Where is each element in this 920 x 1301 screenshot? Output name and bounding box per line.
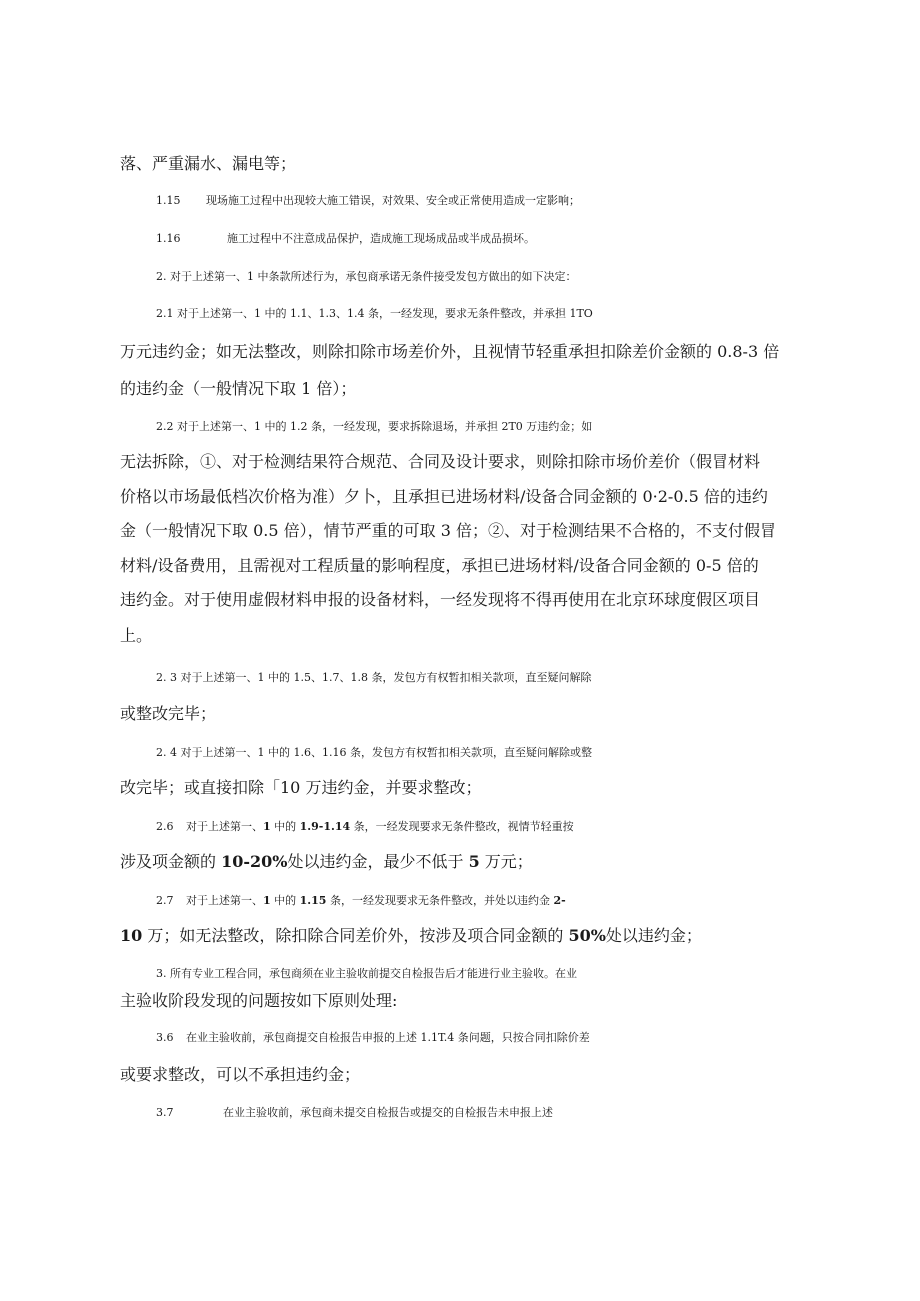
clause-text: 在业主验收前，承包商提交自检报告申报的上述 1.1T.4 条问题，只按合同扣除价差 xyxy=(186,1031,590,1044)
section-3-line: 主验收阶段发现的问题按如下原则处理: xyxy=(120,991,398,1010)
clause-1-16 xyxy=(156,229,856,249)
clause-2-6-line xyxy=(120,852,820,872)
text-run: 万；如无法整改，除扣除合同差价外，按涉及项合同金额的 xyxy=(142,926,569,945)
text-run: 万元； xyxy=(479,852,533,871)
clause-2-2-line: 违约金。对于使用虚假材料申报的设备材料，一经发现将不得再使用在北京环球度假区项目 xyxy=(120,590,761,609)
clause-number: 2.7 xyxy=(156,894,174,907)
section-3-line: 3. 所有专业工程合同，承包商须在业主验收前提交自检报告后才能进行业主验收。在业 xyxy=(156,967,577,980)
clause-2-1-line: 的违约金（一般情况下取 1 倍）； xyxy=(120,379,357,398)
text-run: 10-20% xyxy=(221,852,288,871)
clause-text: 在业主验收前，承包商未提交自检报告或提交的自检报告未申报上述 xyxy=(223,1106,553,1119)
clause-2-3-line: 2. 3 对于上述第一、1 中的 1.5、1.7、1.8 条，发包方有权暂扣相关款项，直至疑问解除 xyxy=(156,671,592,684)
text-run: 处以违约金，最少不低于 xyxy=(287,852,469,871)
clause-2-2-line: 价格以市场最低档次价格为准）夕卜，且承担已进场材料/设备合同金额的 0·2-0.5 倍的违约 xyxy=(120,487,768,506)
clause-2-2-line: 上。 xyxy=(120,626,153,645)
clause-number: 3.6 xyxy=(156,1031,174,1044)
text-run: 1.15 xyxy=(299,894,327,907)
clause-text: 现场施工过程中出现较大施工错误，对效果、安全或正常使用造成一定影响； xyxy=(206,194,580,207)
text-run: 对于上述第一、 xyxy=(186,894,263,907)
text-run: 中的 xyxy=(270,894,300,907)
text-run: 1.9-1.14 xyxy=(299,820,351,833)
clause-2-6-line xyxy=(156,817,856,837)
clause-3-6-line: 或要求整改，可以不承担违约金； xyxy=(120,1065,361,1084)
paragraph-fragment: 落、严重漏水、漏电等； xyxy=(120,154,297,173)
text-run: 1 xyxy=(263,820,271,833)
text-run: 条，一经发现要求无条件整改，并处以违约金 xyxy=(326,894,554,907)
text-run: 涉及项金额的 xyxy=(120,852,222,871)
clause-2-1-line: 万元违约金；如无法整改，则除扣除市场差价外，且视情节轻重承担扣除差价金额的 0.8-3 倍 xyxy=(120,342,780,361)
clause-3-6-line xyxy=(156,1028,856,1048)
text-run: 中的 xyxy=(270,820,300,833)
text-run: 10 xyxy=(120,926,143,945)
clause-number: 2.6 xyxy=(156,820,174,833)
clause-2-4-line: 2. 4 对于上述第一、1 中的 1.6、1.16 条，发包方有权暂扣相关款项，直至疑问解除或整 xyxy=(156,746,592,759)
text-run: 1 xyxy=(263,894,271,907)
text-run: 2- xyxy=(553,894,566,907)
text-run: 5 xyxy=(468,852,480,871)
clause-1-15 xyxy=(156,191,856,211)
clause-2-2-line: 材料/设备费用，且需视对工程质量的影响程度，承担已进场材料/设备合同金额的 0-5 倍的 xyxy=(120,556,759,575)
clause-2-2-line: 2.2 对于上述第一、1 中的 1.2 条，一经发现，要求拆除退场，并承担 2T0 万违约金；如 xyxy=(156,420,593,433)
clause-2-2-line: 无法拆除，①、对于检测结果符合规范、合同及设计要求，则除扣除市场价差价（假冒材料 xyxy=(120,452,761,471)
clause-number: 3.7 xyxy=(156,1106,174,1119)
clause-2-2-line: 金（一般情况下取 0.5 倍），情节严重的可取 3 倍；②、对于检测结果不合格的，不支付假冒 xyxy=(120,521,776,540)
text-run: 50% xyxy=(568,926,606,945)
clause-number: 1.15 xyxy=(156,194,181,207)
clause-3-7-line xyxy=(156,1103,856,1123)
clause-number: 1.16 xyxy=(156,232,181,245)
text-run: 处以违约金； xyxy=(605,926,702,945)
clause-2-3-line: 或整改完毕； xyxy=(120,704,217,723)
section-2-heading: 2. 对于上述第一、1 中条款所述行为，承包商承诺无条件接受发包方做出的如下决定： xyxy=(156,270,577,283)
text-run: 对于上述第一、 xyxy=(186,820,263,833)
clause-text: 施工过程中不注意成品保护，造成施工现场成品或半成品损坏。 xyxy=(227,232,535,245)
clause-2-7-line xyxy=(156,891,856,911)
clause-2-4-line: 改完毕；或直接扣除「10 万违约金，并要求整改； xyxy=(120,778,482,797)
text-run: 条，一经发现要求无条件整改，视情节轻重按 xyxy=(350,820,574,833)
clause-2-1-line: 2.1 对于上述第一、1 中的 1.1、1.3、1.4 条，一经发现，要求无条件整改，并承担 1TO xyxy=(156,307,593,320)
clause-2-7-line xyxy=(120,926,820,946)
